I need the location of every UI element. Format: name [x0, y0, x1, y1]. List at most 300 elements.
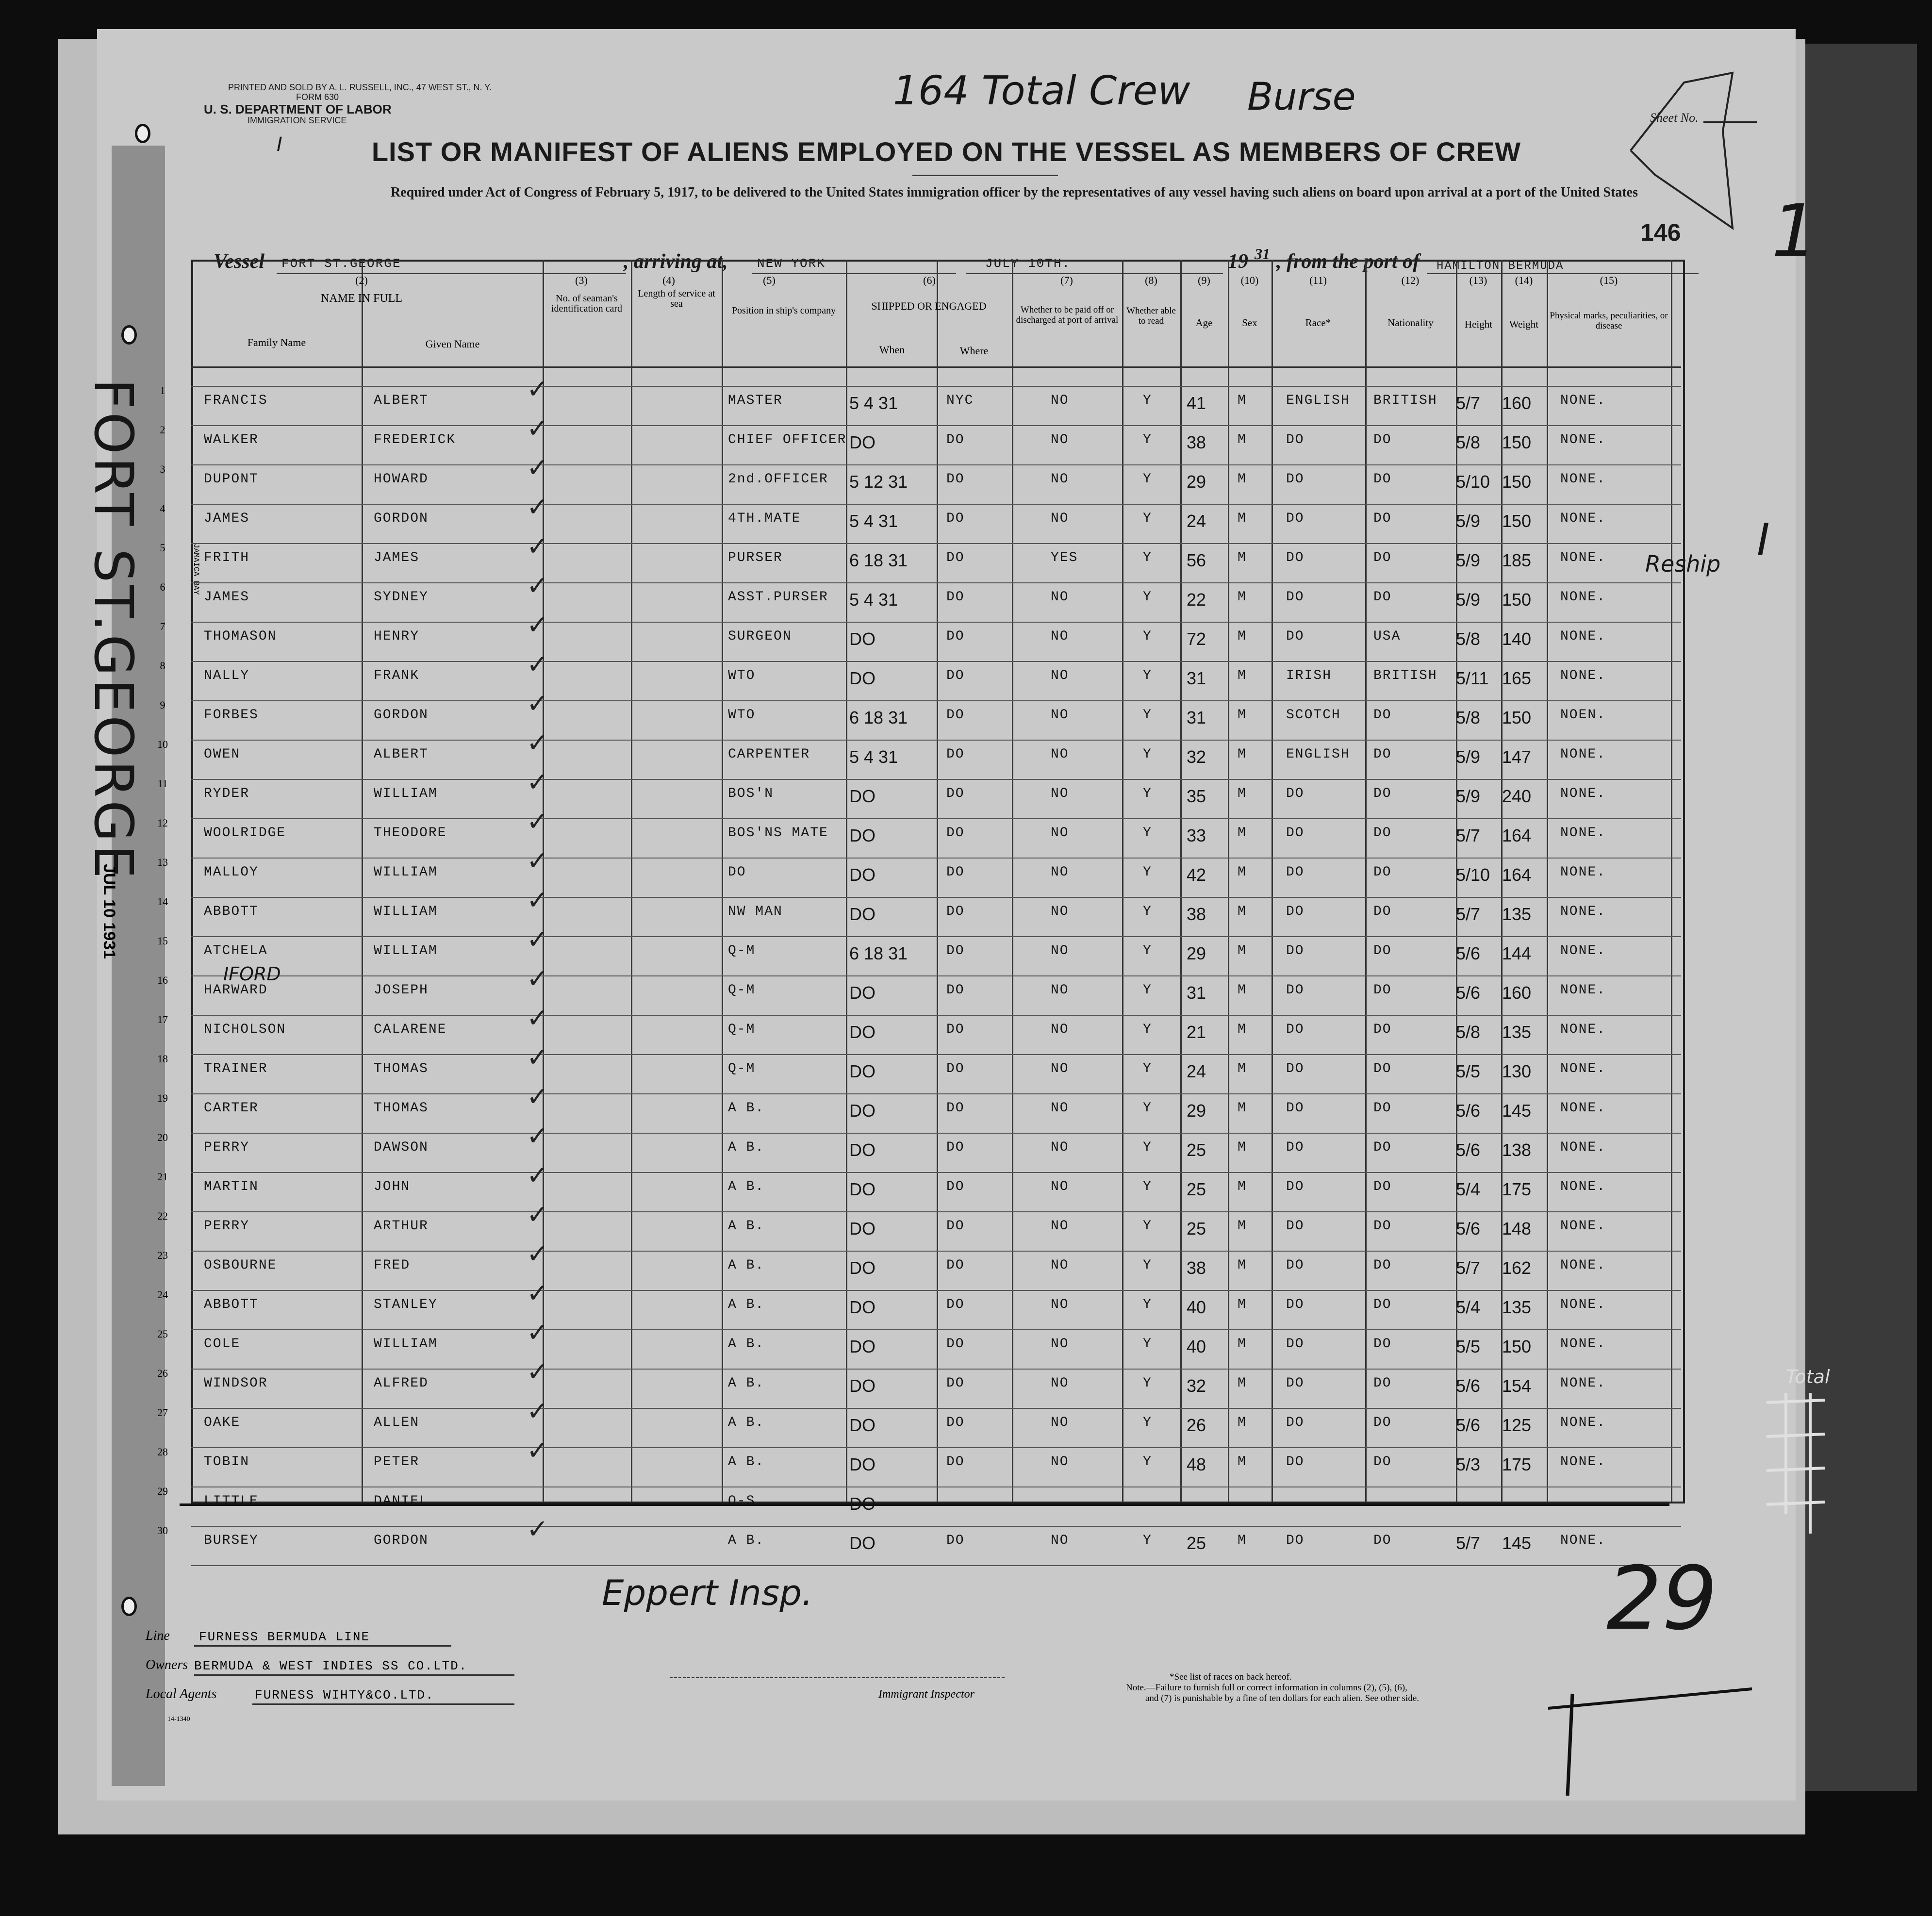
paid-off-cell: NO	[1051, 1061, 1069, 1076]
given-name-cell: STANLEY	[374, 1297, 438, 1312]
race-cell: DO	[1286, 629, 1305, 644]
row-number: 15	[157, 935, 168, 947]
race-header: Race*	[1305, 317, 1331, 329]
total-label: Total	[1786, 1366, 1830, 1387]
sex-cell: M	[1238, 708, 1247, 723]
family-name-cell: TOBIN	[204, 1454, 250, 1470]
family-name-cell: TRAINER	[204, 1061, 268, 1076]
title-rule	[912, 175, 1058, 176]
able-to-read-cell: Y	[1143, 943, 1152, 958]
shipped-where-cell: DO	[946, 1061, 965, 1076]
footnote-races: *See list of races on back hereof.	[1170, 1672, 1292, 1682]
given-name-cell: JAMES	[374, 550, 420, 565]
row-divider	[191, 1329, 1681, 1330]
able-to-read-cell: Y	[1143, 1140, 1152, 1155]
shipped-when-cell: DO	[849, 904, 875, 924]
able-to-read-cell: Y	[1143, 472, 1152, 487]
nationality-cell: DO	[1373, 1454, 1392, 1470]
check-mark-icon: ✓	[527, 1121, 549, 1151]
column-divider	[543, 260, 544, 1502]
check-mark-icon: ✓	[527, 1160, 549, 1190]
physical-marks-cell: NONE.	[1560, 590, 1606, 605]
given-name-cell: THOMAS	[374, 1101, 429, 1116]
age-cell: 25	[1187, 1179, 1206, 1199]
check-mark-icon: ✓	[527, 531, 549, 562]
height-cell: 5/6	[1456, 1376, 1481, 1396]
age-cell: 40	[1187, 1297, 1206, 1317]
age-cell: 72	[1187, 629, 1206, 649]
sex-cell: M	[1238, 1101, 1247, 1116]
physical-marks-cell: NOEN.	[1560, 708, 1606, 723]
check-mark-icon: ✓	[527, 1199, 549, 1230]
shipped-when-cell: 5 4 31	[849, 511, 898, 531]
physical-marks-cell: NONE.	[1560, 550, 1606, 565]
able-to-read-cell: Y	[1143, 629, 1152, 644]
height-cell: 5/8	[1456, 629, 1481, 649]
check-mark-icon: ✓	[527, 1396, 549, 1426]
race-cell: DO	[1286, 1337, 1305, 1352]
owners-value: BERMUDA & WEST INDIES SS CO.LTD.	[194, 1659, 468, 1673]
column-number: (10)	[1240, 274, 1259, 286]
paid-off-cell: YES	[1051, 550, 1078, 565]
shipped-where-cell: DO	[946, 826, 965, 841]
check-mark-icon: ✓	[527, 806, 549, 837]
physical-marks-cell: NONE.	[1560, 432, 1606, 447]
column-divider	[1365, 260, 1367, 1502]
row-divider	[191, 1015, 1681, 1016]
shipped-where-cell: DO	[946, 708, 965, 723]
sex-cell: M	[1238, 1219, 1247, 1234]
height-cell: 5/6	[1456, 1415, 1481, 1435]
family-name-cell: THOMASON	[204, 629, 277, 644]
race-cell: DO	[1286, 1258, 1305, 1273]
shipped-when-cell: DO	[849, 1376, 875, 1396]
given-name-cell: DAWSON	[374, 1140, 429, 1155]
row-divider	[191, 1093, 1681, 1094]
page-title: LIST OR MANIFEST OF ALIENS EMPLOYED ON THE VESSEL AS MEMBERS OF CREW	[371, 136, 1521, 167]
nationality-header: Nationality	[1387, 317, 1434, 329]
weight-cell: 240	[1502, 786, 1532, 806]
check-mark-icon: ✓	[527, 492, 549, 522]
paid-off-cell: NO	[1051, 983, 1069, 998]
nationality-cell: DO	[1373, 1258, 1392, 1273]
agents-underline	[252, 1703, 514, 1705]
able-to-read-cell: Y	[1143, 511, 1152, 526]
able-to-read-cell: Y	[1143, 1061, 1152, 1076]
row-number: 29	[157, 1485, 168, 1497]
nationality-cell: DO	[1373, 1376, 1392, 1391]
row-number: 21	[157, 1171, 168, 1183]
position-cell: A B.	[728, 1337, 765, 1352]
column-number: (12)	[1401, 274, 1420, 286]
shipped-when-cell: DO	[849, 432, 875, 452]
row-number: 26	[157, 1367, 168, 1379]
race-cell: DO	[1286, 1022, 1305, 1037]
able-to-read-cell: Y	[1143, 1454, 1152, 1470]
shipped-where-cell: DO	[946, 1258, 965, 1273]
agents-label: Local Agents	[146, 1686, 217, 1701]
service-label: IMMIGRATION SERVICE	[248, 116, 347, 125]
shipped-where-cell: DO	[946, 550, 965, 565]
shipped-when-cell: DO	[849, 1140, 875, 1160]
age-cell: 29	[1187, 943, 1206, 963]
column-divider	[1671, 260, 1672, 1502]
race-cell: DO	[1286, 1179, 1305, 1194]
weight-cell: 135	[1502, 1022, 1532, 1042]
paid-off-cell: NO	[1051, 472, 1069, 487]
nationality-cell: DO	[1373, 511, 1392, 526]
height-cell: 5/9	[1456, 511, 1481, 531]
race-cell: DO	[1286, 1415, 1305, 1430]
age-cell: 41	[1187, 393, 1206, 413]
check-mark-icon: ✓	[527, 570, 549, 601]
nationality-cell: DO	[1373, 865, 1392, 880]
position-cell: PURSER	[728, 550, 783, 565]
nationality-cell: DO	[1373, 1179, 1392, 1194]
harward-correction: IFORD	[223, 963, 281, 985]
sex-cell: M	[1238, 550, 1247, 565]
weight-cell: 135	[1502, 904, 1532, 924]
given-name-cell: GORDON	[374, 708, 429, 723]
family-name-cell: DUPONT	[204, 472, 259, 487]
shipped-when-cell: 5 4 31	[849, 393, 898, 413]
sex-header: Sex	[1242, 317, 1257, 329]
position-cell: ASST.PURSER	[728, 590, 828, 605]
family-name-cell: COLE	[204, 1337, 241, 1352]
paid-off-cell: NO	[1051, 1258, 1069, 1273]
nationality-cell: DO	[1373, 943, 1392, 958]
check-mark-icon: ✓	[527, 1317, 549, 1348]
position-cell: Q-M	[728, 1022, 756, 1037]
row-number: 4	[160, 502, 165, 514]
height-cell: 5/6	[1456, 1140, 1481, 1160]
given-name-cell: FRED	[374, 1258, 411, 1273]
family-name-cell: ATCHELA	[204, 943, 268, 958]
nationality-cell: DO	[1373, 1415, 1392, 1430]
shipped-when-cell: DO	[849, 1337, 875, 1356]
given-name-cell: WILLIAM	[374, 865, 438, 880]
weight-cell: 150	[1502, 472, 1532, 492]
row-number: 9	[160, 699, 165, 711]
height-cell: 5/6	[1456, 1219, 1481, 1239]
check-mark-icon: ✓	[527, 1435, 549, 1466]
family-name-cell: OAKE	[204, 1415, 241, 1430]
given-name-cell: HENRY	[374, 629, 420, 644]
handwritten-one: 1	[1771, 189, 1818, 274]
check-mark-icon: ✓	[527, 452, 549, 483]
row-number: 8	[160, 660, 165, 672]
check-mark-icon: ✓	[527, 413, 549, 444]
sex-cell: M	[1238, 668, 1247, 683]
row-number: 22	[157, 1210, 168, 1222]
race-cell: DO	[1286, 786, 1305, 801]
paid-off-cell: NO	[1051, 1297, 1069, 1312]
check-mark-icon: ✓	[527, 767, 549, 797]
age-cell: 31	[1187, 708, 1206, 727]
given-name-header: Given Name	[425, 338, 480, 350]
race-cell: DO	[1286, 472, 1305, 487]
paid-off-cell: NO	[1051, 1337, 1069, 1352]
paid-off-cell: NO	[1051, 393, 1069, 408]
able-to-read-cell: Y	[1143, 432, 1152, 447]
nationality-cell: DO	[1373, 1061, 1392, 1076]
position-cell: A B.	[728, 1415, 765, 1430]
family-name-cell: WINDSOR	[204, 1376, 268, 1391]
row-number: 25	[157, 1328, 168, 1340]
position-cell: Q-M	[728, 1061, 756, 1076]
paid-off-cell: NO	[1051, 1376, 1069, 1391]
shipped-when-cell: DO	[849, 1179, 875, 1199]
side-date-stamp: JUL 10 1931	[100, 864, 118, 959]
paid-off-cell: NO	[1051, 1454, 1069, 1470]
family-name-cell: ABBOTT	[204, 904, 259, 919]
position-cell: CHIEF OFFICER	[728, 432, 847, 447]
family-name-header: Family Name	[247, 336, 306, 348]
form-number: FORM 630	[296, 92, 339, 102]
given-name-cell: THEODORE	[374, 826, 447, 841]
year-prefix: 19	[1228, 250, 1248, 273]
column-divider	[722, 260, 723, 1502]
sex-cell: M	[1238, 1415, 1247, 1430]
able-to-read-cell: Y	[1143, 708, 1152, 723]
race-cell: DO	[1286, 1061, 1305, 1076]
shipped-where-cell: NYC	[946, 393, 974, 408]
row-number: 6	[160, 581, 165, 593]
physical-marks-cell: NONE.	[1560, 1258, 1606, 1273]
row-divider	[191, 1565, 1681, 1566]
nationality-cell: DO	[1373, 1219, 1392, 1234]
shipped-where-cell: DO	[946, 1101, 965, 1116]
sex-cell: M	[1238, 590, 1247, 605]
row-number: 23	[157, 1249, 168, 1261]
reship-mark: I	[1757, 514, 1770, 565]
paid-off-cell: NO	[1051, 511, 1069, 526]
age-cell: 29	[1187, 1101, 1206, 1121]
shipped-when-cell: 5 4 31	[849, 747, 898, 767]
shipped-where-cell: DO	[946, 668, 965, 683]
physical-marks-cell: NONE.	[1560, 1376, 1606, 1391]
row-number: 27	[157, 1406, 168, 1419]
sex-cell: M	[1238, 1337, 1247, 1352]
row-divider	[191, 897, 1681, 898]
position-cell: A B.	[728, 1454, 765, 1470]
height-cell: 5/10	[1456, 472, 1490, 492]
check-mark-icon: ✓	[527, 649, 549, 679]
able-to-read-cell: Y	[1143, 1415, 1152, 1430]
sex-cell: M	[1238, 1022, 1247, 1037]
race-cell: DO	[1286, 511, 1305, 526]
shipped-when-cell: DO	[849, 1533, 875, 1553]
column-divider	[1228, 260, 1229, 1502]
row-divider	[191, 1369, 1681, 1370]
height-cell: 5/10	[1456, 865, 1490, 885]
age-cell: 29	[1187, 472, 1206, 492]
physical-marks-cell: NONE.	[1560, 786, 1606, 801]
nationality-cell: DO	[1373, 1101, 1392, 1116]
row-divider	[191, 543, 1681, 544]
column-number: (13)	[1469, 274, 1487, 286]
column-number: (15)	[1600, 274, 1618, 286]
family-name-cell: MALLOY	[204, 865, 259, 880]
row-number: 1	[160, 384, 165, 396]
given-name-cell: FRANK	[374, 668, 420, 683]
shipped-when-cell: 5 12 31	[849, 472, 908, 492]
nationality-cell: DO	[1373, 1533, 1392, 1548]
row-number: 12	[157, 817, 168, 829]
race-cell: DO	[1286, 983, 1305, 998]
column-number: (6)	[923, 274, 936, 286]
shipped-where-cell: DO	[946, 1219, 965, 1234]
age-cell: 24	[1187, 1061, 1206, 1081]
shipped-when-cell: DO	[849, 1101, 875, 1121]
paid-off-cell: NO	[1051, 826, 1069, 841]
physical-marks-cell: NONE.	[1560, 1415, 1606, 1430]
height-cell: 5/11	[1456, 668, 1489, 688]
given-name-cell: ALLEN	[374, 1415, 420, 1430]
check-mark-icon: ✓	[527, 963, 549, 994]
able-to-read-cell: Y	[1143, 1533, 1152, 1548]
sex-cell: M	[1238, 1140, 1247, 1155]
check-mark-icon: ✓	[527, 885, 549, 915]
able-to-read-cell: Y	[1143, 826, 1152, 841]
sex-cell: M	[1238, 629, 1247, 644]
position-cell: A B.	[728, 1297, 765, 1312]
shipped-when-cell: DO	[849, 826, 875, 845]
row-divider	[191, 1172, 1681, 1173]
family-name-cell: OSBOURNE	[204, 1258, 277, 1273]
column-number: (5)	[763, 274, 776, 286]
check-mark-icon: ✓	[527, 688, 549, 719]
shipped-when-cell: 5 4 31	[849, 590, 898, 610]
position-cell: BOS'N	[728, 786, 774, 801]
row-divider	[191, 1211, 1681, 1212]
row-number: 10	[157, 738, 168, 750]
column-divider	[937, 260, 938, 1502]
inspector-line	[670, 1677, 1005, 1678]
paid-off-cell: NO	[1051, 1415, 1069, 1430]
weight-cell: 160	[1502, 393, 1532, 413]
height-cell: 5/3	[1456, 1454, 1481, 1474]
sex-cell: M	[1238, 393, 1247, 408]
column-number: (9)	[1198, 274, 1210, 286]
sex-cell: M	[1238, 786, 1247, 801]
shipped-header: SHIPPED OR ENGAGED	[871, 300, 987, 312]
height-cell: 5/5	[1456, 1337, 1481, 1356]
age-cell: 35	[1187, 786, 1206, 806]
shipped-where-cell: DO	[946, 1454, 965, 1470]
shipped-when-cell: DO	[849, 1061, 875, 1081]
inspector-label: Immigrant Inspector	[878, 1688, 974, 1701]
family-name-cell: WOOLRIDGE	[204, 826, 286, 841]
weight-cell: 185	[1502, 550, 1532, 570]
position-cell: MASTER	[728, 393, 783, 408]
able-to-read-cell: Y	[1143, 1179, 1152, 1194]
page-subtitle: Required under Act of Congress of February 5, 1917, to be delivered to the United States immigration officer by the representatives of any vessel having such aliens on board upon arrival at a port of the United States	[391, 185, 1638, 200]
column-divider	[1012, 260, 1013, 1502]
shipped-where-cell: DO	[946, 629, 965, 644]
where-header: Where	[959, 345, 989, 357]
shipped-where-cell: DO	[946, 590, 965, 605]
nationality-cell: DO	[1373, 1022, 1392, 1037]
height-cell: 5/7	[1456, 826, 1481, 845]
nationality-cell: DO	[1373, 590, 1392, 605]
position-cell: BOS'NS MATE	[728, 826, 828, 841]
family-name-cell: JAMES	[204, 590, 250, 605]
column-number: (3)	[575, 274, 588, 286]
family-name-cell: ABBOTT	[204, 1297, 259, 1312]
footnote-penalty-1: Note.—Failure to furnish full or correct information in columns (2), (5), (6),	[1126, 1683, 1407, 1693]
age-cell: 48	[1187, 1454, 1206, 1474]
row-divider	[191, 1526, 1681, 1527]
shipped-where-cell: DO	[946, 1376, 965, 1391]
race-cell: DO	[1286, 1376, 1305, 1391]
shipped-where-cell: DO	[946, 511, 965, 526]
shipped-when-cell: DO	[849, 1454, 875, 1474]
age-cell: 25	[1187, 1140, 1206, 1160]
height-cell: 5/6	[1456, 943, 1481, 963]
weight-cell: 144	[1502, 943, 1532, 963]
tally-marks-icon	[1757, 1388, 1830, 1543]
shipped-where-cell: DO	[946, 1179, 965, 1194]
row-divider	[191, 700, 1681, 701]
family-name-cell: FRITH	[204, 550, 250, 565]
able-to-read-cell: Y	[1143, 1297, 1152, 1312]
weight-cell: 164	[1502, 865, 1532, 885]
able-to-read-cell: Y	[1143, 1376, 1152, 1391]
row-divider	[191, 464, 1681, 465]
shipped-when-cell: 6 18 31	[849, 708, 908, 727]
paid-off-cell: NO	[1051, 1101, 1069, 1116]
sex-cell: M	[1238, 943, 1247, 958]
shipped-where-cell: DO	[946, 983, 965, 998]
height-cell: 5/9	[1456, 747, 1481, 767]
shipped-when-cell: DO	[849, 1022, 875, 1042]
given-name-cell: JOHN	[374, 1179, 411, 1194]
position-cell: 4TH.MATE	[728, 511, 801, 526]
row-number: 20	[157, 1131, 168, 1143]
sex-cell: M	[1238, 472, 1247, 487]
age-cell: 25	[1187, 1219, 1206, 1239]
nationality-cell: DO	[1373, 1297, 1392, 1312]
physical-marks-cell: NONE.	[1560, 1061, 1606, 1076]
height-cell: 5/5	[1456, 1061, 1481, 1081]
nationality-cell: USA	[1373, 629, 1401, 644]
age-cell: 32	[1187, 1376, 1206, 1396]
paid-off-cell: NO	[1051, 747, 1069, 762]
row-divider	[191, 779, 1681, 780]
position-cell: A B.	[728, 1219, 765, 1234]
shipped-when-cell: DO	[849, 1219, 875, 1239]
paid-off-cell: NO	[1051, 432, 1069, 447]
strikethrough-row-29	[180, 1503, 1669, 1506]
row-number: 18	[157, 1053, 168, 1065]
given-name-cell: FREDERICK	[374, 432, 456, 447]
height-cell: 5/7	[1456, 1258, 1481, 1278]
position-cell: WTO	[728, 668, 756, 683]
race-cell: DO	[1286, 904, 1305, 919]
shipped-when-cell: DO	[849, 1297, 875, 1317]
height-cell: 5/8	[1456, 432, 1481, 452]
reship-note: Reship	[1645, 551, 1721, 577]
vessel-label: Vessel	[214, 250, 264, 273]
weight-cell: 150	[1502, 432, 1532, 452]
shipped-when-cell: DO	[849, 983, 875, 1003]
form-code: 14-1340	[167, 1716, 190, 1723]
given-name-cell: DANIEL	[374, 1494, 429, 1509]
shipped-where-cell: DO	[946, 943, 965, 958]
height-cell: 5/6	[1456, 1101, 1481, 1121]
row-divider	[191, 425, 1681, 426]
